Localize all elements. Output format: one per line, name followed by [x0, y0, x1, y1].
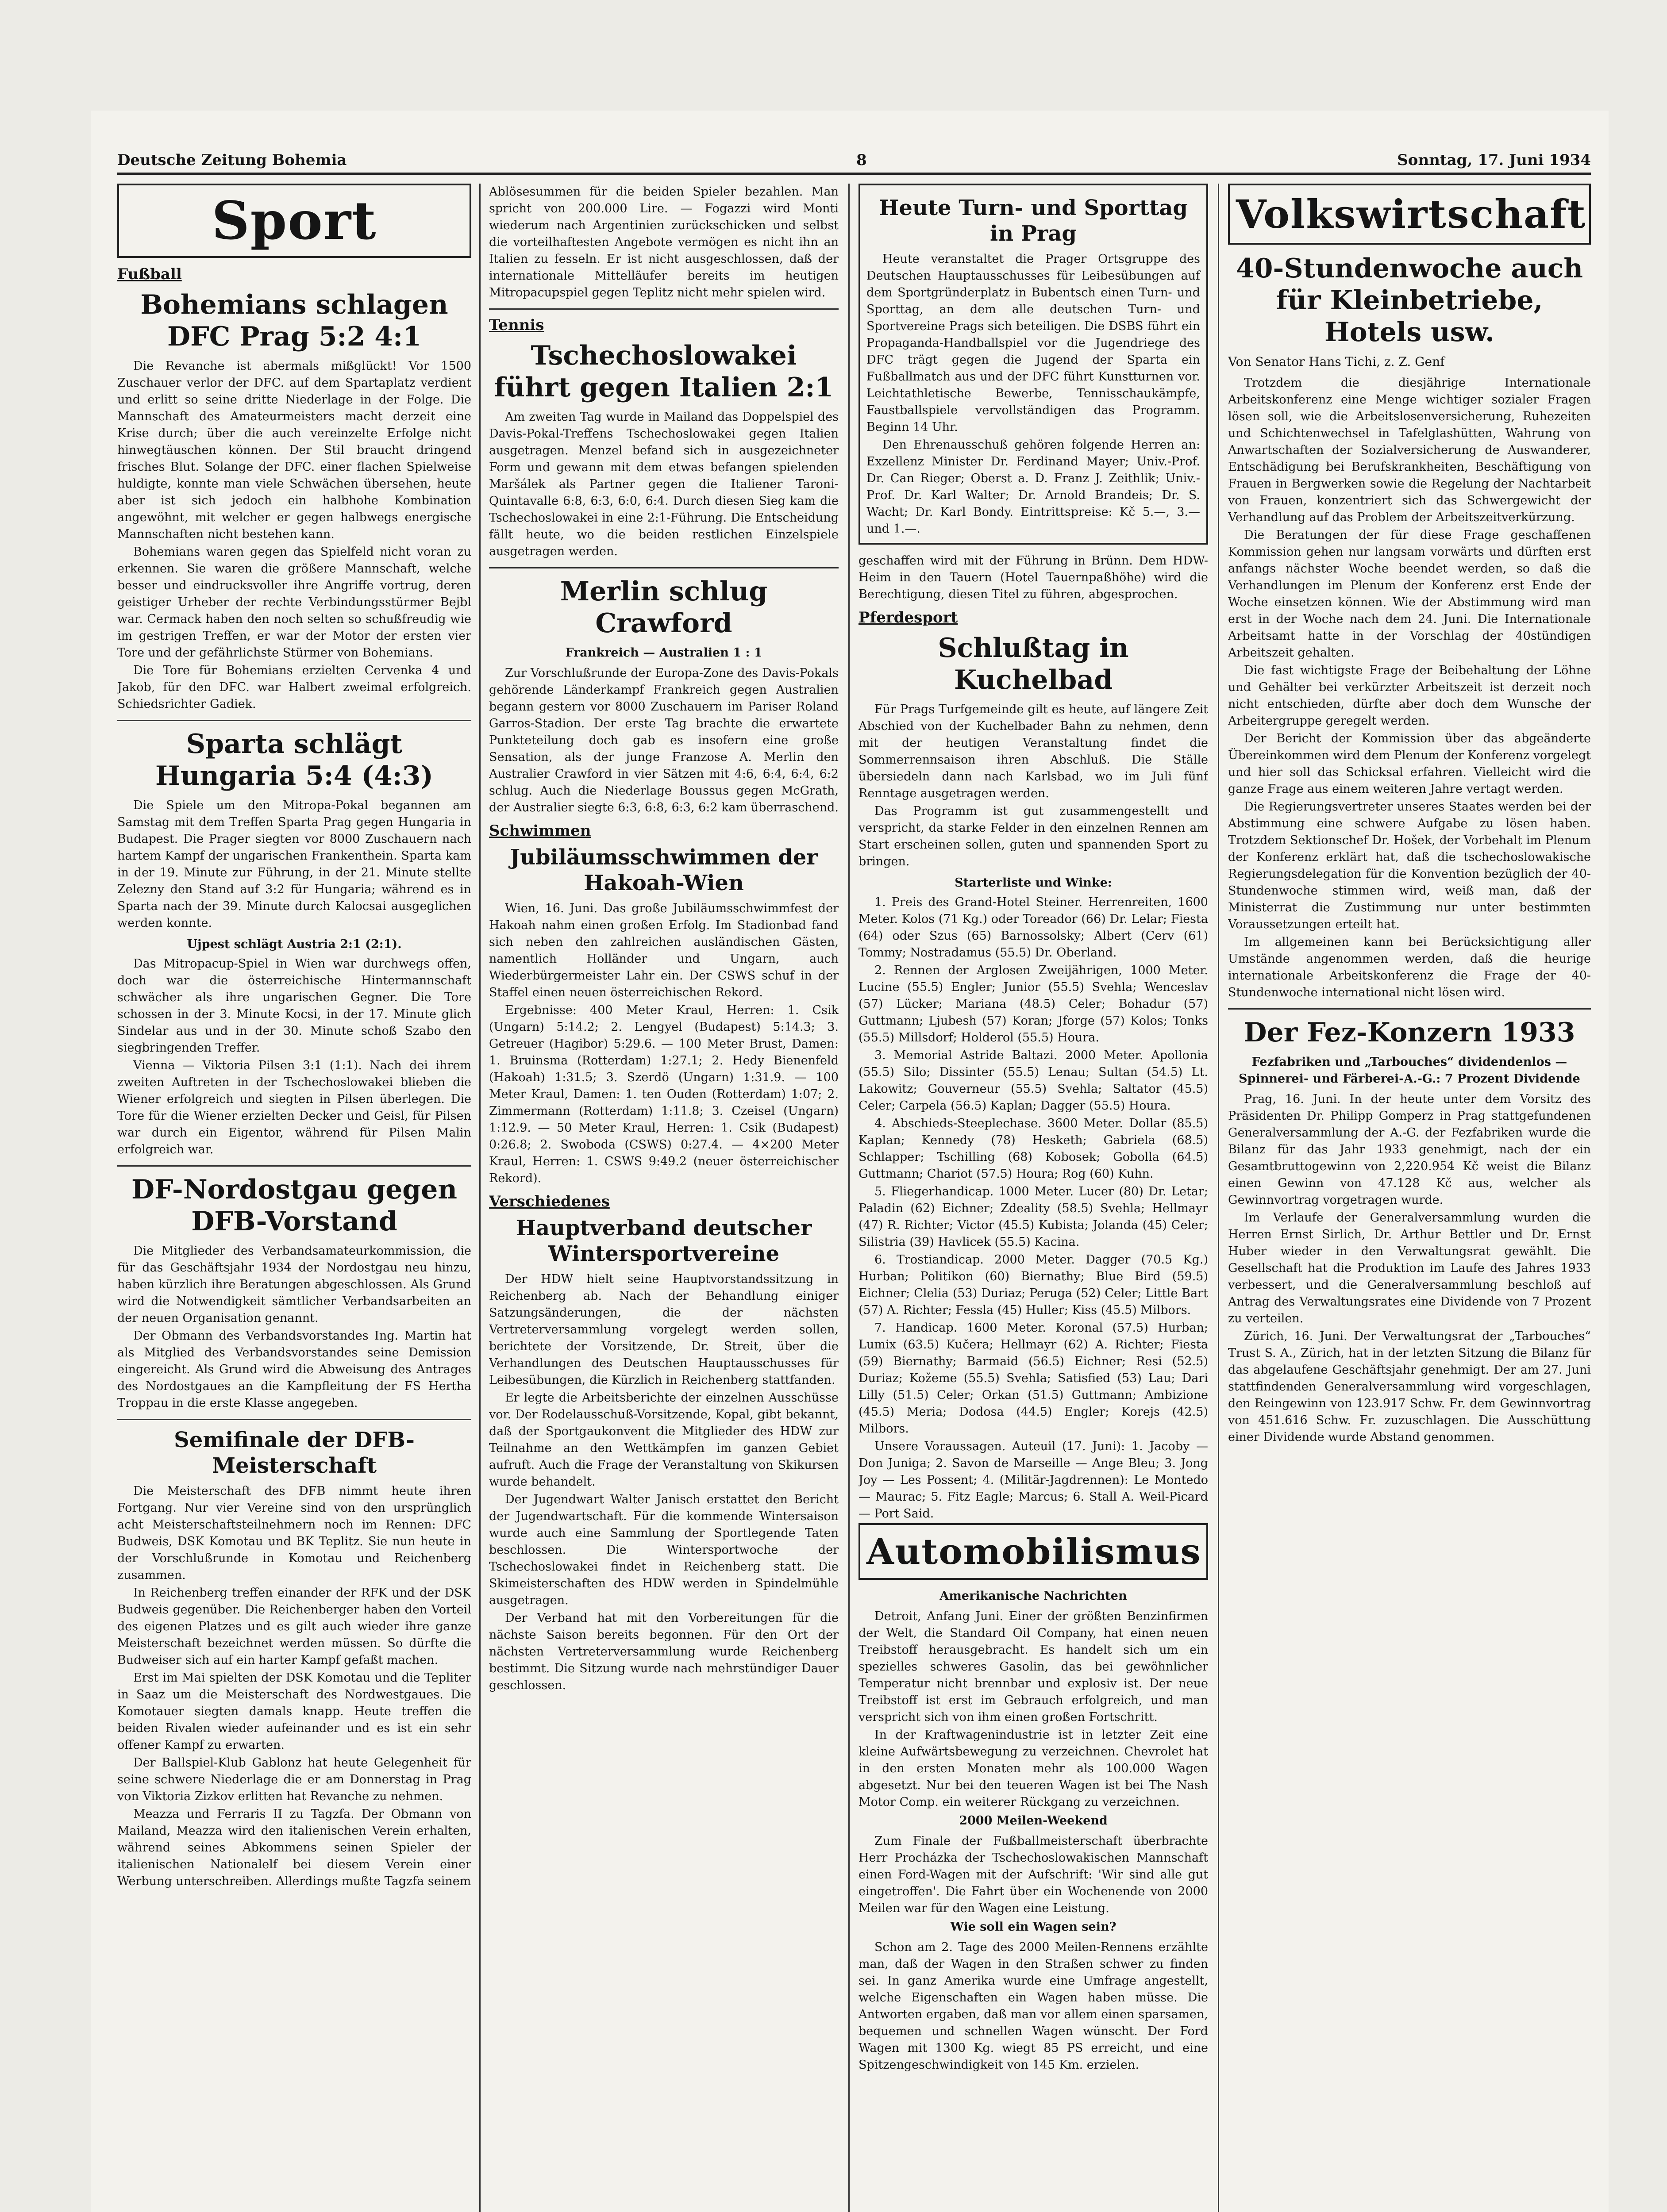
divider: [1228, 1008, 1591, 1010]
paragraph: Im allgemeinen kann bei Berücksichtigung aller Umstände angenommen werden, daß die heurige internationale Arbeitskonferenz die Frage der 40-Stundenwoche international nicht lösen wird.: [1228, 935, 1591, 999]
paragraph: Zur Vorschlußrunde der Europa-Zone des Davis-Pokals gehörende Länderkampf Frankreich gegen Australien begann gestern vor 8000 Zuschauern im Pariser Roland Garros-Stadion. Der erste Tag brachte die erwartete Punkteteilung doch gab es insofern eine große Sensation, als der junge Franzose A. Merlin den Australier Crawford in vier Sätzen mit 4:6, 6:4, 6:4, 6:2 schlug. Auch die Niederlage Boussus gegen McGrath, der Australier siegte 6:3, 6:8, 6:3, 6:2 kam überraschend.: [489, 666, 839, 814]
issue-date: Sonntag, 17. Juni 1934: [1397, 151, 1591, 169]
page-number: 8: [856, 151, 867, 169]
paragraph: Er legte die Arbeitsberichte der einzelnen Ausschüsse vor. Der Rodelausschuß-Vorsitzende, Kopal, gibt bekannt, daß der Sportgaukonvent die Mitglieder des HDW zur Teilnahme an den Wettkämpfen im ganzen Gebiet aufruft. Auch die Frage der Veranstaltung von Skikursen wurde behandelt.: [489, 1391, 839, 1489]
headline-fez-konzern: Der Fez-Konzern 1933: [1244, 1017, 1575, 1048]
paragraph: Die Beratungen der für diese Frage geschaffenen Kommission gehen nur langsam vorwärts und dürften erst anfangs nächster Woche beendet werden, so daß die Verhandlungen im Plenum der Konferenz erst Ende der Woche einsetzen können. Wie der Abstimmung wird man erst in der Woche nach dem 24. Juni. Die Internationale Arbeitsamt hatte in der Vorschlag der 40stündigen Arbeitszeit gehalten.: [1228, 528, 1591, 660]
divider: [489, 567, 839, 568]
paragraph: Der HDW hielt seine Hauptvorstandssitzung in Reichenberg ab. Nach der Behandlung einiger Satzungsänderungen, die der nächsten Vertreterversammlung vorgelegt werden sollen, berichtete der Vorsitzende, Dr. Streit, über die Verhandlungen des Deutschen Hauptausschusses für Leibesübungen, die Kürzlich in Reichenberg stattfanden.: [489, 1272, 839, 1387]
headline-40-stundenwoche: 40-Stundenwoche auch für Kleinbetriebe, Hotels usw.: [1236, 253, 1583, 348]
paragraph: Zürich, 16. Juni. Der Verwaltungsrat der „Tarbouches“ Trust S. A., Zürich, hat in der letzten Sitzung die Bilanz für das abgelaufene Geschäftsjahr genehmigt. Der am 27. Juni stattfindenden Generalversammlung wird vorgeschlagen, den Reingewinn von 123.917 Schw. Fr. dem Gewinnvortrag von 451.616 Schw. Fr. zuzuschlagen. Die Ausschüttung einer Dividende wurde Abstand genommen.: [1228, 1329, 1591, 1444]
paragraph: Die Meisterschaft des DFB nimmt heute ihren Fortgang. Nur vier Vereine sind von den ursprünglich acht Meisterschaftsteilnehmern noch im Rennen: DFC Budweis, DSK Komotau und BK Teplitz. Sie nun heute in der Vorschlußrunde in Komotau und Reichenberg zusammen.: [117, 1484, 471, 1582]
subheadline-wagen: Wie soll ein Wagen sein?: [950, 1920, 1116, 1934]
race-entry: 6. Trostiandicap. 2000 Meter. Dagger (70.5 Kg.) Hurban; Politikon (60) Biernathy; Blue Bird (59.5) Eichner; Clelia (53) Duriaz; Peruga (52) Celer; Little Bart (57) A. Richter; Fessla (45) Huller; Kiss (45.5) Milbors.: [859, 1253, 1208, 1317]
paragraph: Die Spiele um den Mitropa-Pokal begannen am Samstag mit dem Treffen Sparta Prag gegen Hungaria in Budapest. Die Prager siegten vor 8000 Zuschauern nach hartem Kampf der ungarischen Frankenthein. Sparta kam in der 19. Minute zur Führung, in der 21. Minute stellte Zelezny den Stand auf 3:2 für Hungaria; während es in Sparta nach der 39. Minute durch Kalocsai ausgeglichen werden konnte.: [117, 799, 471, 930]
paragraph: Ergebnisse: 400 Meter Kraul, Herren: 1. Csik (Ungarn) 5:14.2; 2. Lengyel (Budapest) 5:14.3; 3. Getreuer (Hagibor) 5:29.6. — 100 Meter Brust, Damen: 1. Bruinsma (Rotterdam) 1:27.1; 2. Hedy Bienenfeld (Hakoah) 1:31.5; 3. Szerdö (Ungarn) 1:31.9. — 100 Meter Kraul, Damen: 1. ten Ouden (Rotterdam) 1:07; 2. Zimmermann (Rotterdam) 1:11.8; 3. Czeisel (Ungarn) 1:12.9. — 50 Meter Kraul, Herren: 1. Csik (Budapest) 0:26.8; 2. Swoboda (CSWS) 0:27.4. — 4×200 Meter Kraul, Herren: 1. CSWS 9:49.2 (neuer österreichischer Rekord).: [489, 1003, 839, 1185]
paragraph: Die Tore für Bohemians erzielten Cervenka 4 und Jakob, für den DFC. war Halbert zweimal erfolgreich. Schiedsrichter Gadiek.: [117, 664, 471, 711]
paragraph: Wien, 16. Juni. Das große Jubiläumsschwimmfest der Hakoah nahm einen großen Erfolg. Im Stadionbad fand sich neben den zahlreichen ausländischen Gästen, namentlich Holländer und Ungarn, auch Wiederbürgermeister Lahr ein. Der CSWS schuf in der Staffel einen neuen österreichischen Rekord.: [489, 902, 839, 999]
rubric-tennis: Tennis: [489, 316, 544, 334]
divider: [117, 720, 471, 721]
headline-merlin: Merlin schlug Crawford: [560, 576, 768, 639]
paragraph: In der Kraftwagenindustrie ist in letzter Zeit eine kleine Aufwärtsbewegung zu verzeichnen. Chevrolet hat in den ersten Monaten mehr als 100.000 Wagen abgesetzt. Nur bei den teueren Wagen ist bei The Nash Motor Comp. ein weiterer Rückgang zu verzeichnen.: [859, 1728, 1208, 1809]
paragraph: Trotzdem die diesjährige Internationale Arbeitskonferenz eine Menge wichtiger sozialer Fragen lösen soll, wie die Arbeitslosenversicherung, Ruhezeiten und Schichtenwechsel in Tafelglashütten, Wahrung von Anwartschaften der Sozialversicherung de Auswanderer, Entschädigung bei Berufskrankheiten, Beschäftigung von Frauen in Bergwerken sowie die Regelung der Nachtarbeit von Frauen, konzentriert sich das Schwergewicht der Verhandlung auf das Problem der Arbeitszeitverkürzung.: [1228, 376, 1591, 524]
paragraph: Der Ballspiel-Klub Gablonz hat heute Gelegenheit für seine schwere Niederlage die er am Donnerstag in Prag von Viktoria Zizkov erlitten hat Revanche zu nehmen.: [117, 1756, 471, 1803]
paragraph: Die Regierungsvertreter unseres Staates werden bei der Abstimmung eine schwere Aufgabe zu lösen haben. Trotzdem Sektionschef Dr. Hošek, der Vorbehalt im Plenum der Konferenz erklärt hat, daß die tschechoslowakische Regierungsdelegation für die Konvention bezüglich der 40-Stundenwoche stimmen wird, weiß man, daß der Ministerrat die Zustimmung nur unter bestimmten Voraussetzungen erteilt hat.: [1228, 800, 1591, 931]
subheadline-merlin: Frankreich — Australien 1 : 1: [565, 646, 762, 660]
paragraph: Für Prags Turfgemeinde gilt es heute, auf längere Zeit Abschied von der Kuchelbader Bahn zu nehmen, denn mit der heutigen Veranstaltung findet die Sommerrennsaison ihren Abschluß. Die Ställe übersiedeln dann nach Karlsbad, wo im Juli fünf Renntage ausgetragen werden.: [859, 703, 1208, 800]
race-entry: 4. Abschieds-Steeplechase. 3600 Meter. Dollar (85.5) Kaplan; Kennedy (78) Hesketh; Gabriela (68.5) Schlapper; Tschilling (68) Kobosek; Gobolla (64.5) Guttmann; Chariot (57.5) Houra; Rog (60) Kuhn.: [859, 1117, 1208, 1181]
paragraph: Schon am 2. Tage des 2000 Meilen-Rennens erzählte man, daß der Wagen in den Straßen schwer zu finden sei. In ganz Amerika wurde eine Umfrage angestellt, welche Eigenschaften ein Wagen haben müsse. Die Antworten ergaben, daß man vor allem einen sparsamen, bequemen und schnellen Wagen wünscht. Der Ford Wagen mit 1300 Kg. wiegt 85 PS erreicht, und eine Spitzengeschwindigkeit von 145 Km. erzielen.: [859, 1940, 1208, 2072]
headline-hauptverband: Hauptverband deutscher Wintersportvereine: [516, 1216, 812, 1266]
paragraph: Die Revanche ist abermals mißglückt! Vor 1500 Zuschauer verlor der DFC. auf dem Spartaplatz verdient und erlitt so seine dritte Niederlage in der Folge. Die Mannschaft des Amateurmeisters macht derzeit eine Krise durch; über die auch vereinzelte Erfolge nicht hinwegtäuschen können. Der Stil braucht dringend frisches Blut. Solange der DFC. einer flachen Spielweise huldigte, konnte man viele Schwächen übersehen, heute aber ist sich jedoch ein halbhohe Kombination angewöhnt, mit welcher er gegen halbwegs energische Mannschaften nicht bestehen kann.: [117, 359, 471, 541]
paragraph: Der Bericht der Kommission über das abgeänderte Übereinkommen wird dem Plenum der Konferenz vorgelegt und hier soll das Schicksal erfahren. Vielleicht wird die ganze Frage aus einem weiteren Jahre vertagt werden.: [1228, 732, 1591, 796]
byline: Von Senator Hans Tichi, z. Z. Genf: [1228, 354, 1445, 369]
paragraph: Vienna — Viktoria Pilsen 3:1 (1:1). Nach dei ihrem zweiten Auftreten in der Tschechoslowakei blieben die Wiener erfolgreich und siegten in Pilsen überlegen. Die Tore für die Wiener erzielten Decker und Geisl, für Pilsen war durch ein Eigentor, während für Pilsen Malin erfolgreich war.: [117, 1059, 471, 1156]
rubric-schwimmen: Schwimmen: [489, 822, 591, 840]
column-rule: [1218, 184, 1219, 2212]
newspaper-page: [91, 111, 1609, 2212]
divider: [117, 1419, 471, 1420]
paragraph: Prag, 16. Juni. In der heute unter dem Vorsitz des Präsidenten Dr. Philipp Gomperz in Prag stattgefundenen Generalversammlung der A.-G. der Fezfabriken wurde die Bilanz für das Jahr 1933 genehmigt, nach der ein Gesamtbruttogewinn von 2,220.954 Kč weist die Bilanz einen Gewinn von 47.128 Kč aus, welcher als Gewinnvortrag vorgetragen wurde.: [1228, 1092, 1591, 1207]
section-banner-sport: Sport: [117, 184, 471, 258]
headline-kuchelbad: Schlußtag in Kuchelbad: [938, 633, 1129, 695]
divider: [489, 308, 839, 310]
headline-semifinale: Semifinale der DFB-Meisterschaft: [174, 1428, 415, 1478]
rubric-fussball: Fußball: [117, 265, 182, 283]
subheadline-fez: Fezfabriken und „Tarbouches“ dividendenlos — Spinnerei- und Färberei-A.-G.: 7 Prozent Dividende: [1239, 1055, 1580, 1086]
paragraph: Unsere Voraussagen. Auteuil (17. Juni): 1. Jacoby — Don Juniga; 2. Savon de Marseille — Ange Bleu; 3. Jong Joy — Les Possent; 4. (Militär-Jagdrennen): Le Montedo — Maurac; 5. Fitz Eagle; Marcus; 6. Stall A. Weil-Picard — Port Said.: [859, 1440, 1208, 1521]
headline-heute: Heute Turn- und Sporttag in Prag: [879, 196, 1188, 246]
section-banner-automobilismus: Automobilismus: [859, 1523, 1208, 1580]
rubric-verschiedenes: Verschiedenes: [489, 1193, 610, 1210]
paragraph: Die fast wichtigste Frage der Beibehaltung der Löhne und Gehälter bei verkürzter Arbeitszeit ist derzeit noch nicht entschieden, dürfte aber doch dem Wunsche der Arbeitergruppe geregelt werden.: [1228, 664, 1591, 728]
section-banner-volkswirtschaft: Volkswirtschaft: [1228, 184, 1591, 245]
race-entry: 3. Memorial Astride Baltazi. 2000 Meter. Apollonia (55.5) Silo; Dissinter (55.5) Lenau; Sultan (54.5) Lt. Lakowitz; Gouverneur (55.5) Svehla; Saltator (45.5) Celer; Carpela (56.5) Kaplan; Dagger (55.5) Houra.: [859, 1048, 1208, 1113]
paragraph: Bohemians waren gegen das Spielfeld nicht voran zu erkennen. Sie waren die größere Mannschaft, welche besser und eindrucksvoller ihre Angriffe vortrug, deren geistiger Urheber der rechte Verbindungsstürmer Bejbl war. Cermack haben den noch selten so schußfreudig wie im gestrigen Treffen, er war der Motor der ersten vier Tore und der gefährlichste Stürmer von Bohemians.: [117, 545, 471, 660]
headline-hakoah: Jubiläumsschwimmen der Hakoah-Wien: [510, 845, 818, 895]
subheadline-2000-meilen: 2000 Meilen-Weekend: [959, 1814, 1108, 1828]
paragraph: Das Programm ist gut zusammengestellt und verspricht, da starke Felder in den einzelnen Rennen am Start erscheinen sollen, guten und spannenden Sport zu bringen.: [859, 804, 1208, 868]
paragraph: In Reichenberg treffen einander der RFK und der DSK Budweis gegenüber. Die Reichenberger haben den Vorteil des eigenen Platzes und es gilt auch wieder ihre ganze Meisterschaft bezeichnet werden müssen. So dürfte die Budweiser sich auf ein harter Kampf gefaßt machen.: [117, 1586, 471, 1667]
subheadline-ujpest: Ujpest schlägt Austria 2:1 (2:1).: [187, 937, 402, 951]
paragraph: geschaffen wird mit der Führung in Brünn. Dem HDW-Heim in den Tauern (Hotel Tauernpaßhöhe) wird die Berechtigung, diesen Titel zu führen, abgesprochen.: [859, 554, 1208, 601]
paragraph: Die Mitglieder des Verbandsamateurkommission, die für das Geschäftsjahr 1934 der Nordostgau neu hinzu, haben kürzlich ihre Beratungen abgeschlossen. Als Grund wird die Notwendigkeit sämtlicher Verbandsarbeiten an der neuen Organisation genannt.: [117, 1244, 471, 1325]
headline-sparta: Sparta schlägt Hungaria 5:4 (4:3): [155, 729, 433, 791]
paragraph: Erst im Mai spielten der DSK Komotau und die Tepliter in Saaz um die Meisterschaft des Nordwestgaues. Die Komotauer siegten damals knapp. Heute treffen die beiden Rivalen wieder aufeinander und es ist ein sehr offener Kampf zu erwarten.: [117, 1671, 471, 1752]
paragraph: Ablösesummen für die beiden Spieler bezahlen. Man spricht von 200.000 Lire. — Fogazzi wird Monti wiederum nach Argentinien zurückschicken und selbst die vorteilhaftesten Angebote vermögen es nicht ihn an Italien zu fesseln. Er ist nicht ausgeschlossen, daß der internationale Mittelläufer bereits im heutigen Mitropacupspiel gegen Teplitz nicht mehr spielen wird.: [489, 185, 839, 300]
subheadline-auto: Amerikanische Nachrichten: [939, 1589, 1127, 1603]
paragraph: Das Mitropacup-Spiel in Wien war durchwegs offen, doch war die österreichische Hintermannschaft schwächer als ihre ungarischen Gegner. Die Tore schossen in der 3. Minute Kocsi, in der 17. Minute glich Sindelar aus und in der 30. Minute schoß Szabo den siegbringenden Treffer.: [117, 957, 471, 1055]
paragraph: Meazza und Ferraris II zu Tagzfa. Der Obmann von Mailand, Meazza wird den italienischen Verein erhalten, während seines Abkommens seinen Spieler der italienischen Nationalelf bei diesem Verein einer Werbung unterschreiben. Allerdings mußte Tagzfa seinem: [117, 1807, 471, 1888]
paragraph: Der Verband hat mit den Vorbereitungen für die nächste Saison bereits begonnen. Für den Ort der nächsten Vertreterversammlung wurde Reichenberg bestimmt. Die Sitzung wurde nach mehrstündiger Dauer geschlossen.: [489, 1611, 839, 1692]
running-header: [117, 137, 1591, 175]
headline-bohemians: Bohemians schlagen DFC Prag 5:2 4:1: [140, 289, 448, 352]
column-rule: [848, 184, 850, 2212]
paragraph: Im Verlaufe der Generalversammlung wurden die Herren Ernst Sirlich, Dr. Arthur Bettler und Dr. Ernst Huber wieder in den Verwaltungsrat gewählt. Die Gesellschaft hat die Produktion im Laufe des Jahres 1933 verbessert, und die Generalversammlung beschloß auf Antrag des Verwaltungsrates eine Dividende von 7 Prozent zu verteilen.: [1228, 1211, 1591, 1325]
paragraph: Heute veranstaltet die Prager Ortsgruppe des Deutschen Hauptausschusses für Leibesübungen auf dem Sportgründerplatz in Bubentsch einen Turn- und Sporttag, an dem alle deutschen Turn- und Sportvereine Prags sich beteiligen. Die DSBS führt ein Propaganda-Handballspiel vor die Jugendriege des DFC trägt gegen die Jugend der Sparta ein Fußballmatch aus und der DFC führt Kunstturnen vor. Leichtathletische Bewerbe, Tennisschaukämpfe, Faustballspiele vervollständigen das Programm. Beginn 14 Uhr.: [866, 252, 1200, 434]
column-2: [489, 184, 839, 2212]
headline-df-nordostgau: DF-Nordostgau gegen DFB-Vorstand: [131, 1174, 457, 1237]
paragraph: Der Obmann des Verbandsvorstandes Ing. Martin hat als Mitglied des Verbandsvorstandes seine Demission eingereicht. Als Grund wird die Abweisung des Antrages des Nordostgaues an die Kampfleitung der FS Hertha Troppau in die erste Klasse angegeben.: [117, 1329, 471, 1410]
paragraph: Detroit, Anfang Juni. Einer der größten Benzinfirmen der Welt, die Standard Oil Company, hat einen neuen Treibstoff herausgebracht. Es handelt sich um ein spezielles schweres Gasolin, das bei gewöhnlicher Temperatur nicht brennbar und explosiv ist. Der neue Treibstoff ist erst im Gebrauch erfolgreich, und man verspricht sich von ihm einen großen Fortschritt.: [859, 1609, 1208, 1724]
starter-list-title: Starterliste und Winke:: [955, 876, 1112, 890]
boxed-notice: [859, 184, 1208, 545]
divider: [117, 1165, 471, 1167]
rubric-pferdesport: Pferdesport: [859, 609, 958, 626]
column-rule: [479, 184, 481, 2212]
paragraph: Den Ehrenausschuß gehören folgende Herren an: Exzellenz Minister Dr. Ferdinand Mayer; Univ.-Prof. Dr. Can Rieger; Oberst a. D. Franz J. Zeithlik; Univ.-Prof. Dr. Karl Walter; Dr. Arnold Brandeis; Dr. S. Wacht; Dr. Karl Bondy. Eintrittspreise: Kč 5.—, 3.— und 1.—.: [866, 438, 1200, 536]
race-entry: 7. Handicap. 1600 Meter. Koronal (57.5) Hurban; Lumix (63.5) Kučera; Hellmayr (62) A. Richter; Fiesta (59) Biernathy; Barmaid (56.5) Eichner; Resi (52.5) Duriaz; Kožeme (55.5) Svehla; Satisfied (53) Lau; Dari Lilly (51.5) Celer; Orkan (51.5) Guttmann; Ambizione (45.5) Meria; Dodosa (44.5) Engler; Korejs (42.5) Milbors.: [859, 1321, 1208, 1436]
headline-tennis: Tschechoslowakei führt gegen Italien 2:1: [494, 340, 834, 403]
column-4: [1228, 184, 1591, 2212]
race-entry: 2. Rennen der Arglosen Zweijährigen, 1000 Meter. Lucine (55.5) Engler; Junior (55.5) Svehla; Wenceslav (57) Lücker; Mariana (48.5) Celer; Bohadur (57) Guttmann; Ljubesh (57) Koran; Jforge (57) Kolos; Tonks (55.5) Millsdorf; Holderol (55.5) Houra.: [859, 964, 1208, 1045]
column-1: [117, 184, 471, 2212]
paragraph: Zum Finale der Fußballmeisterschaft überbrachte Herr Procházka der Tschechoslowakischen Mannschaft einen Ford-Wagen mit der Aufschrift: 'Wir sind alle gut eingetroffen'. Die Fahrt über ein Wochenende von 2000 Meilen war für den Wagen eine Leistung.: [859, 1834, 1208, 1915]
race-entry: 1. Preis des Grand-Hotel Steiner. Herrenreiten, 1600 Meter. Kolos (71 Kg.) oder Toreador (66) Dr. Lelar; Fiesta (64) oder Szus (65) Barnossolsky; Albert (Cerv (61) Tommy; Nostradamus (55.5) Dr. Oberland.: [859, 895, 1208, 960]
paragraph: Am zweiten Tag wurde in Mailand das Doppelspiel des Davis-Pokal-Treffens Tschechoslowakei gegen Italien ausgetragen. Menzel befand sich in ausgezeichneter Form und gewann mit dem etwas befangen spielenden Maršálek als Partner gegen die Italiener Taroni-Quintavalle 6:8, 6:3, 6:0, 6:4. Durch diesen Sieg kam die Tschechoslowakei in eine 2:1-Führung. Die Entscheidung fällt heute, wo die beiden restlichen Einzelspiele ausgetragen werden.: [489, 410, 839, 558]
paragraph: Der Jugendwart Walter Janisch erstattet den Bericht der Jugendwartschaft. Für die kommende Wintersaison wurde auch eine Sammlung der Sportlegende Taten beschlossen. Die Wintersportwoche der Tschechoslowakei findet in Reichenberg statt. Die Skimeisterschaften des HDW werden in Spindelmühle ausgetragen.: [489, 1493, 839, 1607]
masthead-title: Deutsche Zeitung Bohemia: [117, 151, 347, 169]
race-entry: 5. Fliegerhandicap. 1000 Meter. Lucer (80) Dr. Letar; Paladin (62) Eichner; Zdeality (58.5) Svehla; Hellmayr (47) R. Richter; Victor (45.5) Kubista; Jolanda (45) Celer; Silistria (39) Havlicek (55.5) Kacina.: [859, 1185, 1208, 1249]
column-3: [859, 184, 1208, 2212]
